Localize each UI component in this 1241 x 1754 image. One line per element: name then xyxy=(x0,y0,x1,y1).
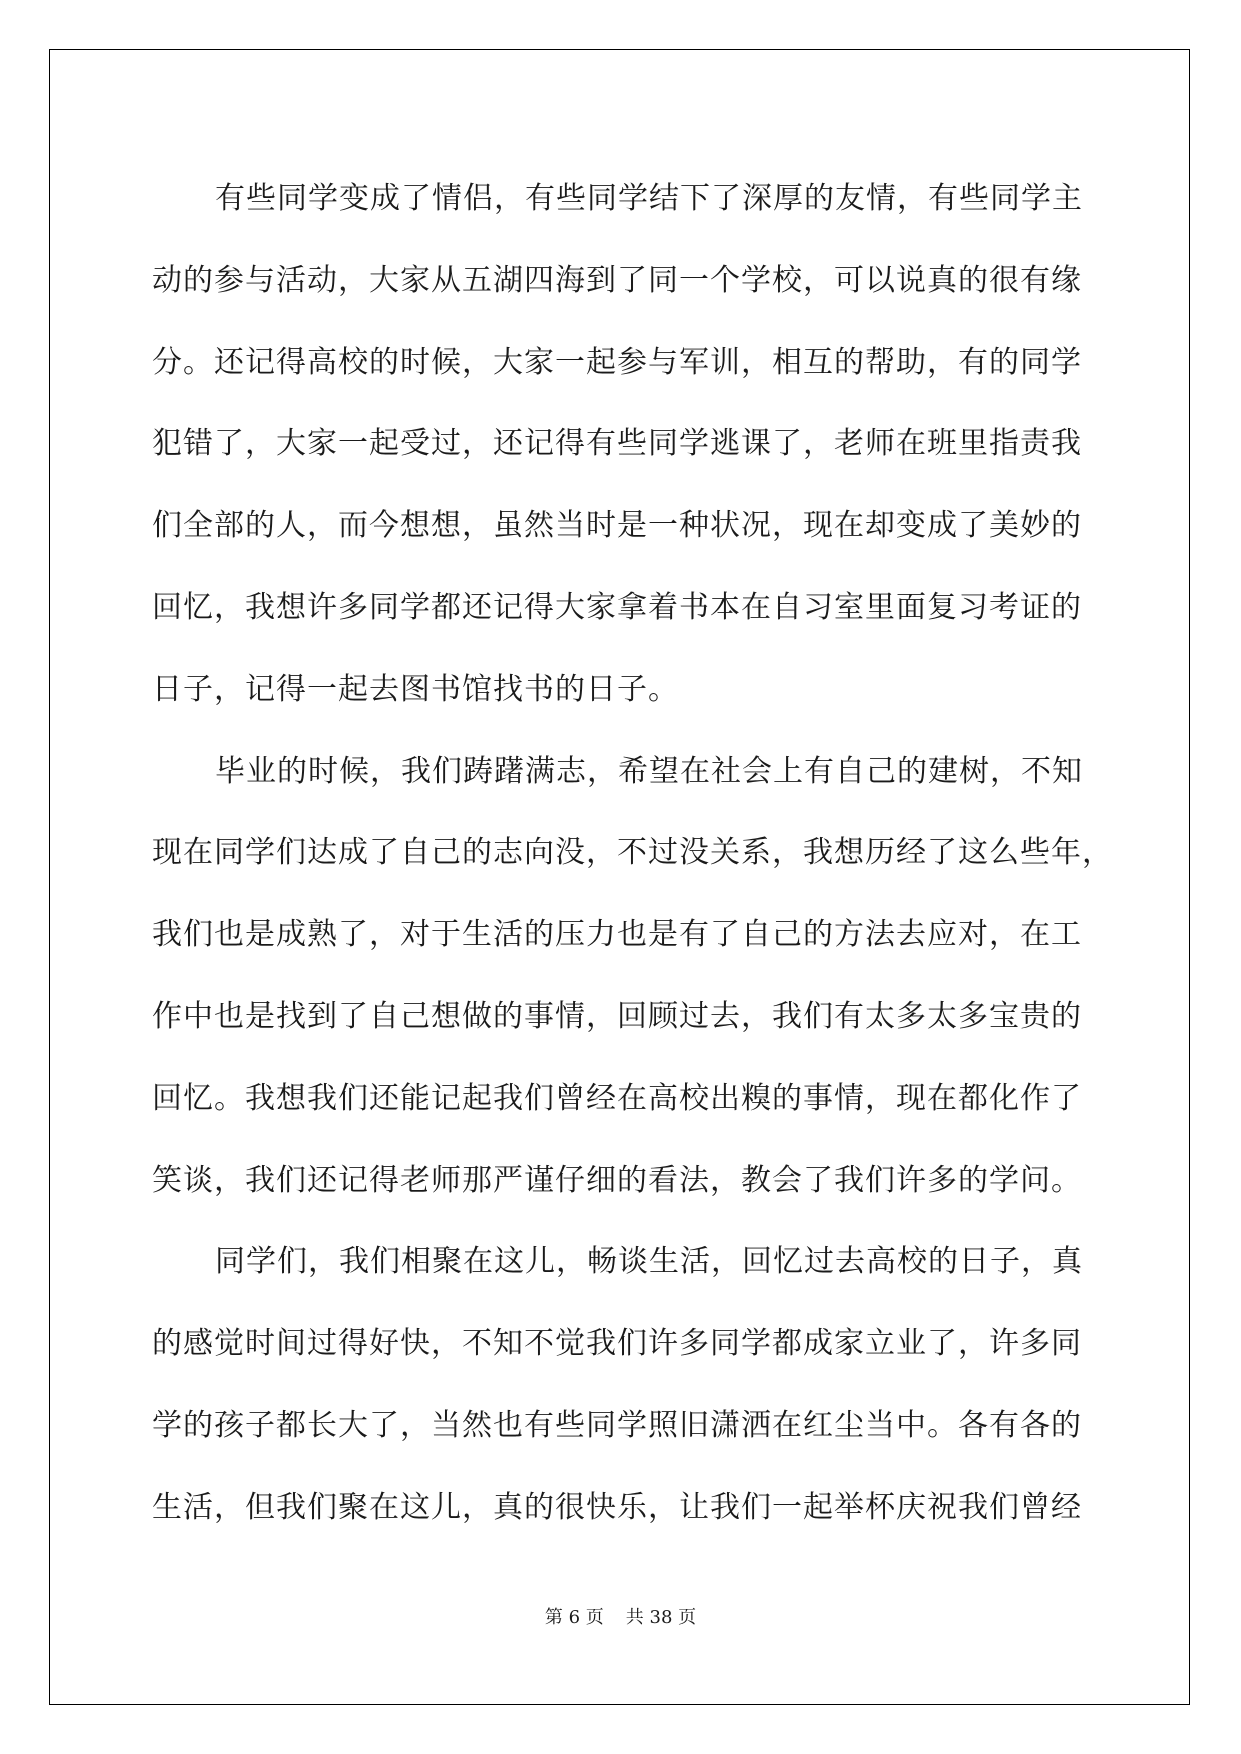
page-footer xyxy=(0,1603,1241,1629)
text-line: 我们也是成熟了，对于生活的压力也是有了自己的方法去应对，在工 xyxy=(152,917,1082,953)
document-body xyxy=(152,158,1113,1549)
text-line: 生活，但我们聚在这儿，真的很快乐，让我们一起举杯庆祝我们曾经 xyxy=(152,1489,1082,1525)
text-line: 回忆，我想许多同学都还记得大家拿着书本在自习室里面复习考证的 xyxy=(152,589,1082,625)
text-line: 作中也是找到了自己想做的事情，回顾过去，我们有太多太多宝贵的 xyxy=(152,998,1082,1034)
text-line: 的感觉时间过得好快，不知不觉我们许多同学都成家立业了，许多同 xyxy=(152,1326,1082,1362)
total-page-count: 共 38 页 xyxy=(625,1607,697,1628)
text-line: 们全部的人，而今想想，虽然当时是一种状况，现在却变成了美妙的 xyxy=(152,508,1082,544)
text-line: 动的参与活动，大家从五湖四海到了同一个学校，可以说真的很有缘 xyxy=(152,262,1082,298)
text-line: 毕业的时候，我们踌躇满志，希望在社会上有自己的建树，不知 xyxy=(215,753,1083,789)
text-line: 回忆。我想我们还能记起我们曾经在高校出糗的事情，现在都化作了 xyxy=(152,1080,1082,1116)
text-line: 笑谈，我们还记得老师那严谨仔细的看法，教会了我们许多的学问。 xyxy=(152,1162,1082,1198)
text-line: 分。还记得高校的时候，大家一起参与军训，相互的帮助，有的同学 xyxy=(152,344,1082,380)
text-line: 犯错了，大家一起受过，还记得有些同学逃课了，老师在班里指责我 xyxy=(152,426,1082,462)
text-line: 有些同学变成了情侣，有些同学结下了深厚的友情，有些同学主 xyxy=(215,181,1083,216)
text-line: 现在同学们达成了自己的志向没，不过没关系，我想历经了这么些年， xyxy=(152,835,1113,871)
current-page-number: 第 6 页 xyxy=(544,1607,604,1628)
text-line: 同学们，我们相聚在这儿，畅谈生活，回忆过去高校的日子，真 xyxy=(215,1244,1083,1280)
text-line: 学的孩子都长大了，当然也有些同学照旧潇洒在红尘当中。各有各的 xyxy=(152,1407,1082,1443)
text-line: 日子，记得一起去图书馆找书的日子。 xyxy=(152,671,679,707)
